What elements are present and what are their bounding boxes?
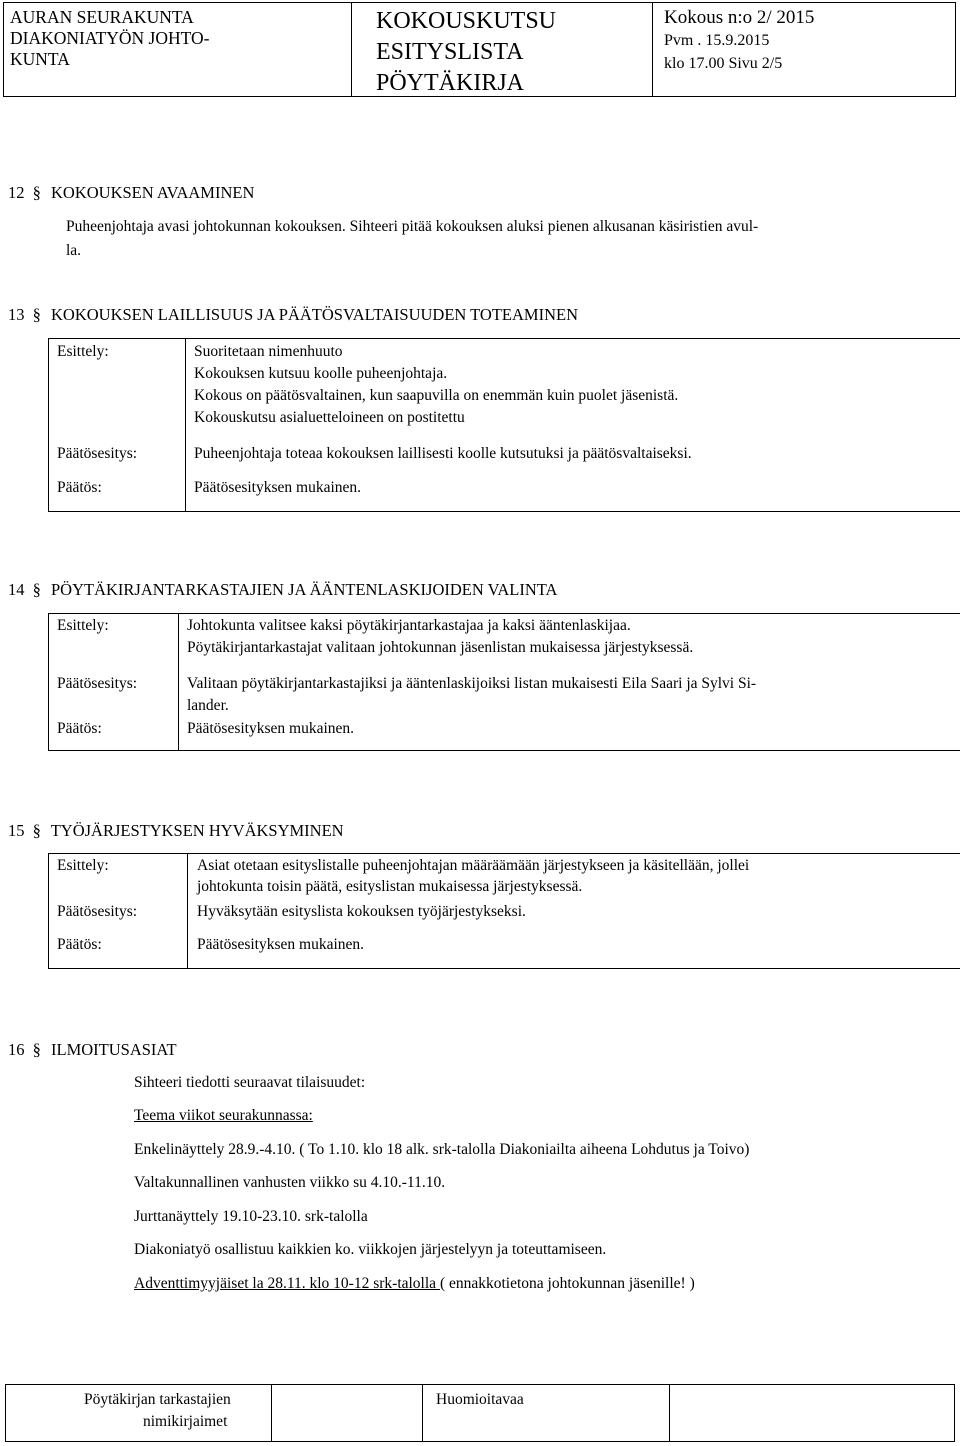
document-header [3, 2, 956, 97]
esittely-line: Kokouskutsu asialuetteloineen on postitettu [194, 409, 465, 426]
esittely-line: Johtokunta valitsee kaksi pöytäkirjantarkastajaa ja kaksi ääntenlaskijaa. [187, 617, 631, 634]
announcements-subheading: Teema viikot seurakunnassa: [134, 1107, 313, 1124]
section-title: ILMOITUSASIAT [51, 1040, 177, 1059]
announcement-item: Enkelinäyttely 28.9.-4.10. ( To 1.10. klo 18 alk. srk-talolla Diakoniailta aiheena Lohdutus ja Toivo) [134, 1141, 750, 1158]
meeting-date: Pvm . 15.9.2015 [664, 32, 770, 49]
section-15-box [48, 853, 960, 969]
label-esittely: Esittely: [57, 343, 109, 360]
label-esitys: Päätösesitys: [57, 445, 138, 462]
footer-notes-cell [670, 1385, 954, 1441]
announcements-intro: Sihteeri tiedotti seuraavat tilaisuudet: [134, 1074, 366, 1091]
section-number: 15 [8, 821, 25, 840]
section-12-heading [8, 183, 254, 203]
meeting-number: Kokous n:o 2/ 2015 [664, 7, 815, 28]
announcement-item: Diakoniatyö osallistuu kaikkien ko. viikkojen järjestelyyn ja toteuttamiseen. [134, 1241, 607, 1258]
paatos-text: Päätösesityksen mukainen. [194, 479, 362, 496]
section-title: TYÖJÄRJESTYKSEN HYVÄKSYMINEN [50, 821, 344, 840]
paatos-text: Päätösesityksen mukainen. [187, 720, 355, 737]
section-13-box [48, 338, 960, 512]
section-14-heading [8, 580, 557, 600]
doc-type-2: ESITYSLISTA [376, 39, 524, 65]
label-esitys: Päätösesitys: [57, 903, 138, 920]
esittely-line: Kokouksen kutsuu koolle puheenjohtaja. [194, 365, 448, 382]
section-symbol: § [32, 580, 41, 599]
column-divider [178, 614, 179, 750]
section-title: KOKOUKSEN AVAAMINEN [51, 183, 255, 202]
footer-initials-cell [272, 1385, 423, 1441]
section-number: 16 [8, 1040, 25, 1059]
esitys-text: Puheenjohtaja toteaa kokouksen laillisesti koolle kutsutuksi ja päätösvaltaiseksi. [194, 445, 692, 462]
org-line-2: DIAKONIATYÖN JOHTO- [10, 28, 210, 48]
esittely-line: Pöytäkirjantarkastajat valitaan johtokunnan jäsenlistan mukaisessa järjestyksessä. [187, 639, 694, 656]
doc-type-3: PÖYTÄKIRJA [376, 70, 525, 96]
announcement-item: Valtakunnallinen vanhusten viikko su 4.10.-11.10. [134, 1174, 446, 1191]
doc-type-1: KOKOUSKUTSU [376, 8, 557, 34]
label-paatos: Päätös: [57, 479, 102, 496]
section-symbol: § [32, 183, 41, 202]
section-16-heading [8, 1040, 177, 1060]
announcement-item: Jurttanäyttely 19.10-23.10. srk-talolla [134, 1208, 368, 1225]
section-number: 14 [8, 580, 25, 599]
esittely-line: Asiat otetaan esityslistalle puheenjohtajan määräämään järjestykseen ja käsitellään, jollei [197, 857, 750, 874]
label-esittely: Esittely: [57, 857, 109, 874]
org-line-3: KUNTA [10, 49, 70, 69]
section-14-box [48, 613, 960, 751]
section-symbol: § [32, 305, 41, 324]
section-15-heading [8, 821, 344, 841]
section-title: KOKOUKSEN LAILLISUUS JA PÄÄTÖSVALTAISUUDEN TOTEAMINEN [51, 305, 579, 324]
section-title: PÖYTÄKIRJANTARKASTAJIEN JA ÄÄNTENLASKIJOIDEN VALINTA [51, 580, 558, 599]
announcement-item-underlined: Adventtimyyjäiset la 28.11. klo 10-12 srk-talolla [134, 1275, 440, 1292]
esittely-line: Suoritetaan nimenhuuto [194, 343, 343, 360]
footer-inspectors-cell [6, 1385, 272, 1441]
document-type-cell [352, 2, 653, 97]
column-divider [187, 854, 188, 968]
section-12-text-line-2: la. [66, 242, 82, 259]
paatos-text: Päätösesityksen mukainen. [197, 936, 365, 953]
esitys-line: lander. [187, 697, 229, 714]
esittely-line: johtokunta toisin päätä, esityslistan mukaisessa järjestyksessä. [197, 878, 583, 895]
label-esitys: Päätösesitys: [57, 675, 138, 692]
footer-notes-label-cell: Huomioitavaa [423, 1385, 670, 1441]
section-13-heading [8, 305, 578, 325]
label-paatos: Päätös: [57, 720, 102, 737]
footer-inspectors-line-1: Pöytäkirjan tarkastajien [84, 1391, 231, 1408]
section-number: 13 [8, 305, 25, 324]
label-paatos: Päätös: [57, 936, 102, 953]
section-symbol: § [32, 1040, 41, 1059]
footer-inspectors-line-2: nimikirjaimet [143, 1413, 228, 1430]
meeting-info-cell [653, 2, 956, 97]
section-number: 12 [8, 183, 25, 202]
esittely-line: Kokous on päätösvaltainen, kun saapuvilla on enemmän kuin puolet jäsenistä. [194, 387, 679, 404]
column-divider [185, 339, 186, 511]
organization-cell [3, 2, 352, 97]
esitys-text: Hyväksytään esityslista kokouksen työjärjestykseksi. [197, 903, 526, 920]
signature-footer [5, 1384, 955, 1442]
announcement-item [134, 1275, 695, 1293]
section-symbol: § [32, 821, 41, 840]
meeting-time-page: klo 17.00 Sivu 2/5 [664, 55, 783, 72]
label-esittely: Esittely: [57, 617, 109, 634]
esitys-line: Valitaan pöytäkirjantarkastajiksi ja ääntenlaskijoiksi listan mukaisesti Eila Saari ja Sylvi Si- [187, 675, 757, 692]
section-12-text-line-1: Puheenjohtaja avasi johtokunnan kokouksen. Sihteeri pitää kokouksen aluksi pienen alkusanan käsiristien avul- [66, 218, 759, 235]
announcement-item-note: ( ennakkotietona johtokunnan jäsenille! ) [439, 1275, 695, 1292]
org-line-1: AURAN SEURAKUNTA [10, 7, 194, 27]
